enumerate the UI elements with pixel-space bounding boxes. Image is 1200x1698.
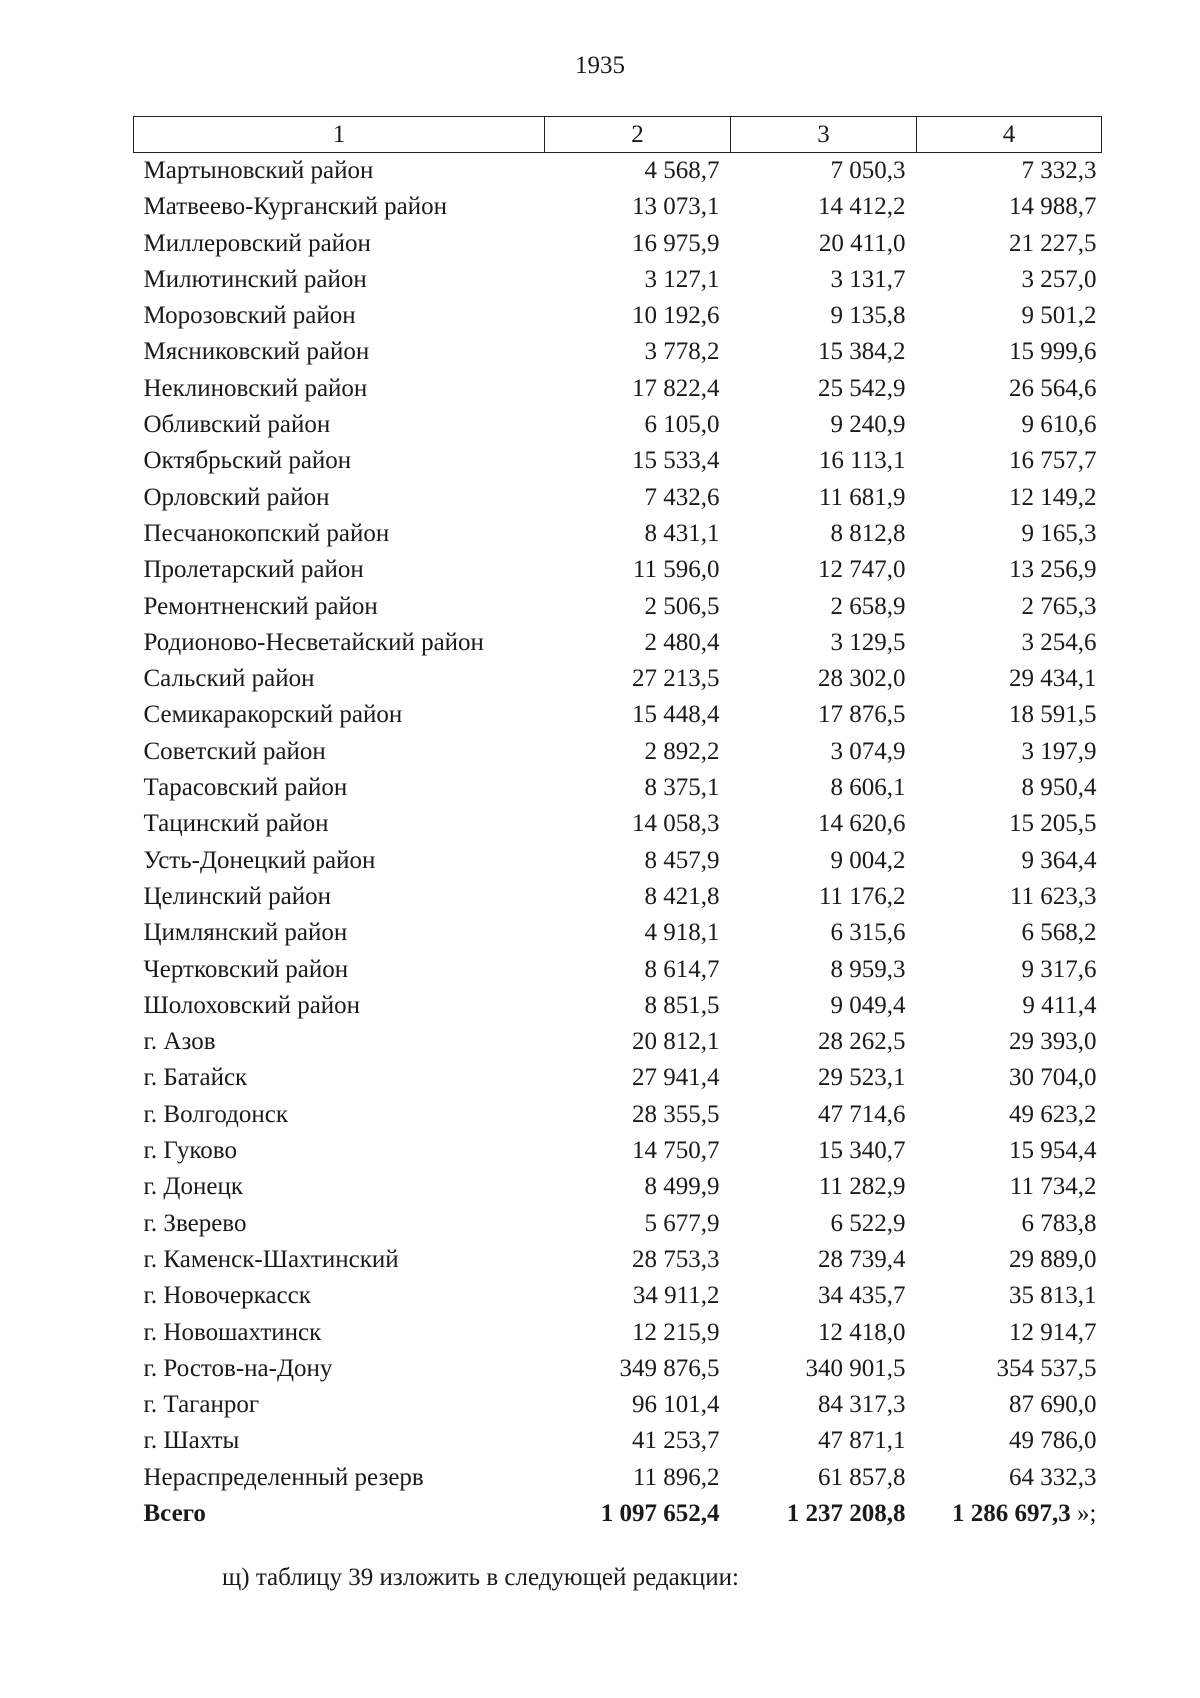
row-value: 17 876,5: [818, 701, 906, 729]
table-row: [134, 226, 1102, 262]
table-row: [134, 1278, 1102, 1314]
row-value: 29 434,1: [1009, 665, 1097, 693]
row-value: 20 411,0: [818, 229, 906, 257]
row-value: 2 765,3: [1021, 592, 1097, 620]
table-row: [134, 407, 1102, 443]
row-value: 15 999,6: [1009, 338, 1097, 366]
table-row: [134, 298, 1102, 334]
row-label: г. Каменск-Шахтинский: [143, 1245, 399, 1273]
row-value: 3 131,7: [830, 265, 906, 293]
table-row: [134, 1206, 1102, 1242]
row-value: 47 714,6: [818, 1100, 906, 1128]
row-label: Тацинский район: [143, 810, 329, 838]
row-value: 4 568,7: [644, 157, 720, 184]
row-label: Орловский район: [143, 483, 330, 511]
table-row: [134, 1097, 1102, 1133]
row-value: 84 317,3: [818, 1391, 906, 1419]
table-row: [134, 770, 1102, 806]
row-value: 27 941,4: [632, 1064, 720, 1092]
table-row: [134, 661, 1102, 697]
row-value: 15 340,7: [818, 1137, 906, 1165]
row-value: 2 506,5: [644, 592, 720, 620]
table-row: [134, 371, 1102, 407]
row-value: 6 522,9: [830, 1209, 906, 1237]
row-label: Обливский район: [143, 411, 331, 439]
column-header: 1: [134, 117, 545, 153]
row-value: 6 783,8: [1021, 1209, 1097, 1237]
row-label: Целинский район: [143, 882, 331, 910]
table-row: [134, 1242, 1102, 1278]
row-value: 28 302,0: [818, 665, 906, 693]
row-value: 28 739,4: [818, 1245, 906, 1273]
total-value: [731, 1496, 917, 1532]
row-value: 14 412,2: [818, 193, 906, 221]
row-label: Советский район: [143, 737, 326, 765]
table-row: [134, 443, 1102, 479]
row-value: 8 499,9: [644, 1173, 720, 1201]
row-value: 7 332,3: [1021, 157, 1097, 184]
row-label: г. Волгодонск: [143, 1100, 289, 1128]
row-value: 14 058,3: [632, 810, 720, 838]
row-value: 9 501,2: [1021, 302, 1097, 330]
row-label: г. Шахты: [143, 1427, 240, 1455]
row-value: 35 813,1: [1009, 1282, 1097, 1310]
table-row: [134, 189, 1102, 225]
column-header: 2: [545, 117, 731, 153]
row-value: 8 457,9: [644, 846, 720, 874]
page-number: 1935: [575, 52, 625, 79]
row-value: 16 757,7: [1009, 447, 1097, 475]
row-label: Усть-Донецкий район: [143, 846, 376, 874]
row-value: 87 690,0: [1009, 1391, 1097, 1419]
table-row: [134, 1423, 1102, 1459]
row-value: 11 176,2: [818, 882, 906, 910]
row-value: 15 448,4: [632, 701, 720, 729]
row-value: 3 197,9: [1021, 737, 1097, 765]
row-value: 3 127,1: [644, 265, 720, 293]
row-value: 11 282,9: [818, 1173, 906, 1201]
row-label: Родионово-Несветайский район: [143, 628, 484, 656]
row-value: 18 591,5: [1009, 701, 1097, 729]
table-row: [134, 734, 1102, 770]
row-label: Мартыновский район: [143, 157, 374, 184]
row-label: г. Азов: [143, 1028, 216, 1056]
row-value: 27 213,5: [632, 665, 720, 693]
row-value: 3 074,9: [830, 737, 906, 765]
table-row: [134, 625, 1102, 661]
row-value: 61 857,8: [818, 1463, 906, 1491]
table-body: [134, 153, 1102, 1533]
row-value: 49 623,2: [1009, 1100, 1097, 1128]
row-value: 8 950,4: [1021, 774, 1097, 802]
row-value: 64 332,3: [1009, 1463, 1097, 1491]
row-label: Шолоховский район: [143, 991, 361, 1019]
row-label: Миллеровский район: [143, 229, 371, 257]
table-row: [134, 1024, 1102, 1060]
row-value: 9 049,4: [830, 991, 906, 1019]
row-value: 3 129,5: [830, 628, 906, 656]
total-row: [134, 1496, 1102, 1532]
row-value: 30 704,0: [1009, 1064, 1097, 1092]
row-value: 14 750,7: [632, 1137, 720, 1165]
row-value: 14 988,7: [1009, 193, 1097, 221]
table-row: [134, 552, 1102, 588]
row-value: 6 568,2: [1021, 919, 1097, 947]
table-row: [134, 988, 1102, 1024]
row-label: Неклиновский район: [143, 374, 368, 402]
column-header: 4: [917, 117, 1102, 153]
table-row: [134, 589, 1102, 625]
row-label: г. Новочеркасск: [143, 1282, 311, 1310]
row-value: 354 537,5: [996, 1354, 1097, 1382]
row-label: г. Батайск: [143, 1064, 248, 1092]
total-value-text: 1 286 697,3: [952, 1499, 1071, 1527]
row-value: 96 101,4: [632, 1391, 720, 1419]
row-value: 11 623,3: [1009, 882, 1097, 910]
row-value: 8 421,8: [644, 882, 720, 910]
row-value: 8 606,1: [830, 774, 906, 802]
total-value: [545, 1496, 731, 1532]
row-value: 6 105,0: [644, 411, 720, 439]
row-value: 11 734,2: [1009, 1173, 1097, 1201]
row-value: 12 149,2: [1009, 483, 1097, 511]
row-value: 15 954,4: [1009, 1137, 1097, 1165]
table-row: [134, 334, 1102, 370]
row-label: г. Новошахтинск: [143, 1318, 322, 1346]
row-value: 10 192,6: [632, 302, 720, 330]
row-label: Тарасовский район: [143, 774, 348, 802]
row-label: Сальский район: [143, 665, 315, 693]
table-row: [134, 262, 1102, 298]
row-value: 28 262,5: [818, 1028, 906, 1056]
table-row: [134, 952, 1102, 988]
row-value: 7 050,3: [830, 157, 906, 184]
row-value: 29 889,0: [1009, 1245, 1097, 1273]
row-value: 17 822,4: [632, 374, 720, 402]
row-value: 2 480,4: [644, 628, 720, 656]
row-value: 3 778,2: [644, 338, 720, 366]
row-value: 9 317,6: [1021, 955, 1097, 983]
table-row: [134, 1460, 1102, 1496]
row-label: Семикаракорский район: [143, 701, 403, 729]
table-row: [134, 879, 1102, 915]
row-value: 20 812,1: [632, 1028, 720, 1056]
row-value: 41 253,7: [632, 1427, 720, 1455]
row-value: 14 620,6: [818, 810, 906, 838]
row-value: 13 256,9: [1009, 556, 1097, 584]
row-value: 47 871,1: [818, 1427, 906, 1455]
table-row: [134, 915, 1102, 951]
row-value: 15 384,2: [818, 338, 906, 366]
row-value: 11 896,2: [632, 1463, 720, 1491]
row-label: Песчанокопский район: [143, 519, 390, 547]
row-label: Нераспределенный резерв: [143, 1463, 424, 1491]
row-value: 9 240,9: [830, 411, 906, 439]
row-value: 3 254,6: [1021, 628, 1097, 656]
row-value: 4 918,1: [644, 919, 720, 947]
total-value-text: 1 237 208,8: [786, 1499, 906, 1527]
row-value: 16 975,9: [632, 229, 720, 257]
row-label: Октябрьский район: [143, 447, 352, 475]
row-value: 34 435,7: [818, 1282, 906, 1310]
row-value: 9 610,6: [1021, 411, 1097, 439]
table-row: [134, 1060, 1102, 1096]
row-value: 29 523,1: [818, 1064, 906, 1092]
total-value: [917, 1496, 1102, 1532]
row-value: 11 596,0: [632, 556, 720, 584]
table-row: [134, 697, 1102, 733]
row-value: 12 914,7: [1009, 1318, 1097, 1346]
row-value: 15 533,4: [632, 447, 720, 475]
row-value: 349 876,5: [619, 1354, 720, 1382]
row-value: 9 135,8: [830, 302, 906, 330]
row-value: 8 431,1: [644, 519, 720, 547]
row-value: 5 677,9: [644, 1209, 720, 1237]
row-value: 8 851,5: [644, 991, 720, 1019]
row-value: 28 355,5: [632, 1100, 720, 1128]
row-value: 7 432,6: [644, 483, 720, 511]
row-value: 8 812,8: [830, 519, 906, 547]
table-row: [134, 1351, 1102, 1387]
row-value: 12 747,0: [818, 556, 906, 584]
row-label: г. Таганрог: [143, 1391, 260, 1419]
row-value: 9 364,4: [1021, 846, 1097, 874]
row-value: 49 786,0: [1009, 1427, 1097, 1455]
row-label: г. Ростов-на-Дону: [143, 1354, 333, 1382]
row-label: Чертковский район: [143, 955, 349, 983]
table-row: [134, 153, 1102, 190]
row-value: 8 959,3: [830, 955, 906, 983]
table-row: [134, 516, 1102, 552]
instruction-text: щ) таблицу 39 изложить в следующей редакции:: [222, 1564, 739, 1591]
row-value: 340 901,5: [805, 1354, 906, 1382]
row-value: 9 165,3: [1021, 519, 1097, 547]
row-value: 25 542,9: [818, 374, 906, 402]
table-row: [134, 806, 1102, 842]
row-label: Цимлянский район: [143, 919, 348, 947]
row-value: 26 564,6: [1009, 374, 1097, 402]
table-header-row: [134, 117, 1102, 153]
row-label: Морозовский район: [143, 302, 356, 330]
closing-quote: »;: [1070, 1499, 1097, 1527]
row-value: 6 315,6: [830, 919, 906, 947]
row-value: 16 113,1: [818, 447, 906, 475]
row-value: 21 227,5: [1009, 229, 1097, 257]
row-value: 9 004,2: [830, 846, 906, 874]
table-row: [134, 1315, 1102, 1351]
table-row: [134, 1387, 1102, 1423]
row-label: Матвеево-Курганский район: [143, 193, 448, 221]
row-label: Мясниковский район: [143, 338, 370, 366]
row-value: 8 614,7: [644, 955, 720, 983]
row-value: 11 681,9: [818, 483, 906, 511]
row-value: 12 418,0: [818, 1318, 906, 1346]
row-value: 13 073,1: [632, 193, 720, 221]
table-row: [134, 843, 1102, 879]
row-value: 15 205,5: [1009, 810, 1097, 838]
row-label: г. Зверево: [143, 1209, 247, 1237]
table-row: [134, 480, 1102, 516]
row-value: 12 215,9: [632, 1318, 720, 1346]
row-value: 9 411,4: [1022, 991, 1097, 1019]
row-label: г. Донецк: [143, 1173, 243, 1201]
row-value: 28 753,3: [632, 1245, 720, 1273]
row-value: 34 911,2: [632, 1282, 720, 1310]
row-value: 3 257,0: [1021, 265, 1097, 293]
total-label: Всего: [143, 1499, 206, 1527]
table-row: [134, 1169, 1102, 1205]
column-header: 3: [731, 117, 917, 153]
row-label: Милютинский район: [143, 265, 367, 293]
row-value: 8 375,1: [644, 774, 720, 802]
total-value-text: 1 097 652,4: [600, 1499, 720, 1527]
row-label: г. Гуково: [143, 1137, 237, 1165]
row-value: 2 892,2: [644, 737, 720, 765]
row-value: 29 393,0: [1009, 1028, 1097, 1056]
row-label: Ремонтненский район: [143, 592, 378, 620]
table-row: [134, 1133, 1102, 1169]
row-value: 2 658,9: [830, 592, 906, 620]
row-label: Пролетарский район: [143, 556, 364, 584]
budget-table: [133, 116, 1102, 1532]
